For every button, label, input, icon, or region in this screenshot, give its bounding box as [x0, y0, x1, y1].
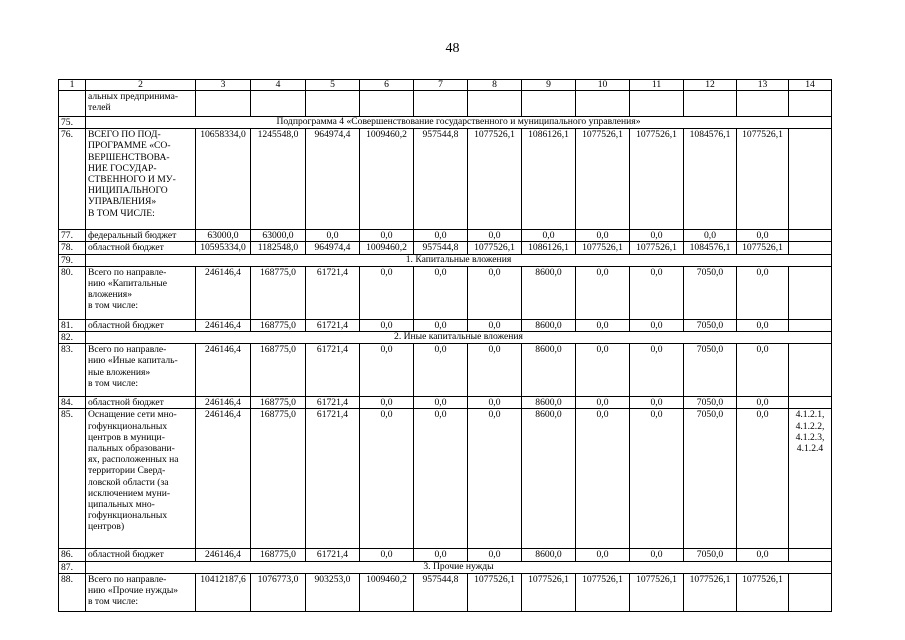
value-cell: 0,0	[630, 397, 684, 409]
value-cell: 1077526,1	[576, 573, 630, 611]
value-cell: 8600,0	[522, 549, 576, 561]
value-cell: 1009460,2	[360, 129, 414, 230]
column-number: 12	[684, 80, 737, 91]
table-row	[59, 129, 832, 230]
value-cell: 1084576,1	[684, 129, 737, 230]
target-indicator-cell	[789, 549, 832, 561]
text-line: альных предпринима-	[88, 91, 179, 102]
value-cell: 1077526,1	[737, 129, 789, 230]
value-cell: 168775,0	[251, 266, 306, 319]
value-cell: 8600,0	[522, 319, 576, 331]
value-cell: 1084576,1	[684, 242, 737, 254]
value-cell: 7050,0	[684, 344, 737, 397]
value-cell: 246146,4	[196, 344, 251, 397]
table-row	[59, 242, 832, 254]
text-line: 4.1.2.2,	[795, 420, 825, 432]
row-number: 81.	[59, 319, 86, 331]
text-line: ПРОГРАММЕ «СО-	[88, 140, 171, 152]
value-cell: 1086126,1	[522, 129, 576, 230]
value-cell: 0,0	[468, 266, 522, 319]
text-line: ципальных мно-	[88, 499, 155, 511]
value-cell: 1077526,1	[737, 573, 789, 611]
value-cell: 1077526,1	[468, 573, 522, 611]
text-line: областной бюджет	[88, 319, 164, 331]
value-cell: 1076773,0	[251, 573, 306, 611]
section-title: 1. Капитальные вложения	[86, 254, 832, 266]
column-number: 3	[196, 80, 251, 91]
section-title: Подпрограмма 4 «Совершенствование государственного и муниципального управления»	[86, 117, 832, 129]
text-line: ях, расположенных на	[88, 454, 179, 466]
text-line: пальных образовани-	[88, 443, 175, 455]
value-cell: 63000,0	[251, 230, 306, 242]
row-number: 80.	[59, 266, 86, 319]
table-row	[59, 409, 832, 549]
value-cell: 0,0	[414, 230, 468, 242]
table-row	[59, 319, 832, 331]
section-title: 3. Прочие нужды	[86, 561, 832, 573]
row-number-cell	[59, 91, 86, 117]
row-number: 77.	[59, 230, 86, 242]
section-row	[59, 332, 832, 344]
value-cell: 0,0	[468, 409, 522, 549]
value-cell: 957544,8	[414, 573, 468, 611]
text-line: нию «Капитальные	[88, 278, 167, 290]
value-cell: 1077526,1	[630, 129, 684, 230]
column-number: 1	[59, 80, 86, 91]
text-line: гофункциональных	[88, 510, 168, 522]
value-cell: 246146,4	[196, 266, 251, 319]
row-number: 75.	[59, 117, 86, 129]
target-indicator-cell	[789, 573, 832, 611]
value-cell: 0,0	[630, 409, 684, 549]
value-cell: 0,0	[630, 230, 684, 242]
value-cell: 0,0	[414, 409, 468, 549]
value-cell: 0,0	[737, 230, 789, 242]
text-line: НИЦИПАЛЬНОГО	[88, 185, 168, 197]
row-number: 88.	[59, 573, 86, 611]
target-indicator-cell	[789, 397, 832, 409]
target-indicator-cell	[789, 230, 832, 242]
value-cell: 0,0	[468, 549, 522, 561]
value-cell: 8600,0	[522, 266, 576, 319]
target-indicator-cell	[789, 129, 832, 230]
column-number: 10	[576, 80, 630, 91]
text-line: 4.1.2.4	[796, 443, 824, 455]
row-name	[86, 230, 196, 242]
value-cell: 61721,4	[306, 549, 360, 561]
text-line: Всего по направле-	[88, 266, 167, 278]
text-line: ные вложения»	[88, 366, 151, 378]
value-cell: 0,0	[522, 230, 576, 242]
value-cell: 1077526,1	[684, 573, 737, 611]
table-row	[59, 397, 832, 409]
text-line: нию «Иные капиталь-	[88, 355, 178, 367]
row-number: 78.	[59, 242, 86, 254]
text-line: вложения»	[88, 289, 132, 301]
row-number: 79.	[59, 254, 86, 266]
value-cell: 61721,4	[306, 266, 360, 319]
text-line: центров в муници-	[88, 431, 165, 443]
value-cell: 1245548,0	[251, 129, 306, 230]
value-cell: 903253,0	[306, 573, 360, 611]
target-indicator-cell	[789, 242, 832, 254]
value-cell: 0,0	[468, 230, 522, 242]
column-number: 5	[306, 80, 360, 91]
value-cell: 168775,0	[251, 549, 306, 561]
value-cell: 0,0	[360, 266, 414, 319]
value-cell: 0,0	[684, 230, 737, 242]
text-line: территории Сверд-	[88, 465, 166, 477]
value-cell: 0,0	[737, 397, 789, 409]
text-line: в том числе:	[88, 596, 139, 608]
table-row	[59, 230, 832, 242]
value-cell: 10658334,0	[196, 129, 251, 230]
row-name	[86, 266, 196, 319]
text-line: областной бюджет	[88, 397, 164, 409]
value-cell: 1009460,2	[360, 242, 414, 254]
text-line: в том числе:	[88, 300, 139, 312]
value-cell: 0,0	[576, 409, 630, 549]
section-row	[59, 561, 832, 573]
continuation-text	[86, 91, 196, 117]
value-cell: 0,0	[576, 319, 630, 331]
row-number: 86.	[59, 549, 86, 561]
value-cell: 8600,0	[522, 409, 576, 549]
text-line: областной бюджет	[88, 242, 164, 254]
value-cell: 61721,4	[306, 409, 360, 549]
value-cell: 7050,0	[684, 409, 737, 549]
text-line: 4.1.2.3,	[795, 431, 825, 443]
value-cell: 246146,4	[196, 397, 251, 409]
value-cell: 0,0	[360, 344, 414, 397]
value-cell: 168775,0	[251, 344, 306, 397]
value-cell: 0,0	[737, 409, 789, 549]
table-row	[59, 266, 832, 319]
row-name	[86, 549, 196, 561]
row-name	[86, 397, 196, 409]
value-cell: 246146,4	[196, 549, 251, 561]
value-cell: 1077526,1	[576, 242, 630, 254]
text-line: 4.1.2.1,	[795, 409, 825, 421]
table-row	[59, 549, 832, 561]
value-cell: 7050,0	[684, 397, 737, 409]
value-cell: 7050,0	[684, 266, 737, 319]
value-cell: 0,0	[360, 319, 414, 331]
row-name	[86, 344, 196, 397]
text-line: Всего по направле-	[88, 573, 167, 585]
column-number: 14	[789, 80, 832, 91]
value-cell: 964974,4	[306, 129, 360, 230]
text-line: ловской области (за	[88, 476, 169, 488]
text-line: нию «Прочие нужды»	[88, 585, 179, 597]
value-cell: 1077526,1	[737, 242, 789, 254]
value-cell: 10412187,6	[196, 573, 251, 611]
value-cell: 0,0	[414, 549, 468, 561]
value-cell: 0,0	[630, 266, 684, 319]
section-title: 2. Иные капитальные вложения	[86, 332, 832, 344]
value-cell: 8600,0	[522, 344, 576, 397]
section-row	[59, 117, 832, 129]
value-cell: 61721,4	[306, 344, 360, 397]
row-number: 76.	[59, 129, 86, 230]
value-cell: 964974,4	[306, 242, 360, 254]
section-row	[59, 254, 832, 266]
row-name	[86, 242, 196, 254]
value-cell: 1077526,1	[522, 573, 576, 611]
text-line: СТВЕННОГО И МУ-	[88, 174, 176, 186]
text-line: телей	[88, 102, 111, 114]
value-cell: 10595334,0	[196, 242, 251, 254]
value-cell: 0,0	[414, 266, 468, 319]
value-cell: 0,0	[414, 344, 468, 397]
row-name	[86, 573, 196, 611]
row-name	[86, 129, 196, 230]
value-cell: 1077526,1	[468, 129, 522, 230]
value-cell: 0,0	[737, 549, 789, 561]
page-number: 48	[445, 41, 460, 56]
text-line: федеральный бюджет	[88, 230, 177, 242]
value-cell: 1077526,1	[630, 242, 684, 254]
column-number: 11	[630, 80, 684, 91]
value-cell: 246146,4	[196, 319, 251, 331]
column-number-row	[59, 80, 832, 91]
value-cell: 0,0	[630, 319, 684, 331]
row-number: 82.	[59, 332, 86, 344]
text-line: УПРАВЛЕНИЯ»	[88, 196, 157, 208]
value-cell: 1077526,1	[468, 242, 522, 254]
value-cell: 1182548,0	[251, 242, 306, 254]
value-cell: 0,0	[576, 266, 630, 319]
text-line: исключением муни-	[88, 487, 171, 499]
value-cell: 8600,0	[522, 397, 576, 409]
table-row	[59, 344, 832, 397]
value-cell: 0,0	[576, 397, 630, 409]
target-indicator-cell	[789, 266, 832, 319]
text-line: НИЕ ГОСУДАР-	[88, 162, 157, 174]
row-number: 87.	[59, 561, 86, 573]
value-cell: 1077526,1	[630, 573, 684, 611]
value-cell: 0,0	[360, 549, 414, 561]
column-number: 2	[86, 80, 196, 91]
row-number: 85.	[59, 409, 86, 549]
value-cell: 0,0	[360, 397, 414, 409]
value-cell: 0,0	[414, 397, 468, 409]
text-line: ВСЕГО ПО ПОД-	[88, 129, 161, 141]
value-cell: 0,0	[360, 409, 414, 549]
row-name	[86, 319, 196, 331]
value-cell: 168775,0	[251, 409, 306, 549]
value-cell: 0,0	[576, 230, 630, 242]
text-line: гофункциональных	[88, 420, 168, 432]
value-cell: 1009460,2	[360, 573, 414, 611]
value-cell: 63000,0	[196, 230, 251, 242]
value-cell: 1086126,1	[522, 242, 576, 254]
value-cell: 61721,4	[306, 319, 360, 331]
text-line: центров)	[88, 521, 125, 533]
column-number: 9	[522, 80, 576, 91]
text-line: областной бюджет	[88, 549, 164, 561]
value-cell: 168775,0	[251, 397, 306, 409]
value-cell: 168775,0	[251, 319, 306, 331]
value-cell: 0,0	[737, 266, 789, 319]
table-row	[59, 573, 832, 611]
target-indicator-cell	[789, 344, 832, 397]
text-line: В ТОМ ЧИСЛЕ:	[88, 207, 155, 219]
value-cell: 0,0	[360, 230, 414, 242]
value-cell: 957544,8	[414, 129, 468, 230]
row-name	[86, 409, 196, 549]
value-cell: 0,0	[737, 319, 789, 331]
value-cell: 7050,0	[684, 549, 737, 561]
column-number: 4	[251, 80, 306, 91]
text-line: ВЕРШЕНСТВОВА-	[88, 151, 170, 163]
column-number: 8	[468, 80, 522, 91]
value-cell: 0,0	[468, 397, 522, 409]
value-cell: 0,0	[630, 344, 684, 397]
value-cell: 0,0	[306, 230, 360, 242]
budget-table	[58, 79, 832, 612]
value-cell: 246146,4	[196, 409, 251, 549]
target-indicator-cell	[789, 319, 832, 331]
column-number: 7	[414, 80, 468, 91]
value-cell: 0,0	[630, 549, 684, 561]
value-cell: 0,0	[468, 319, 522, 331]
value-cell: 61721,4	[306, 397, 360, 409]
row-number: 83.	[59, 344, 86, 397]
column-number: 6	[360, 80, 414, 91]
value-cell: 0,0	[414, 319, 468, 331]
value-cell: 0,0	[576, 344, 630, 397]
text-line: в том числе:	[88, 377, 139, 389]
value-cell: 0,0	[468, 344, 522, 397]
value-cell: 1077526,1	[576, 129, 630, 230]
text-line: Оснащение сети мно-	[88, 409, 177, 421]
value-cell: 0,0	[576, 549, 630, 561]
continuation-row	[59, 91, 832, 117]
value-cell: 7050,0	[684, 319, 737, 331]
value-cell: 0,0	[737, 344, 789, 397]
value-cell: 957544,8	[414, 242, 468, 254]
row-number: 84.	[59, 397, 86, 409]
target-indicator-cell	[789, 409, 832, 549]
column-number: 13	[737, 80, 789, 91]
text-line: Всего по направле-	[88, 344, 167, 356]
